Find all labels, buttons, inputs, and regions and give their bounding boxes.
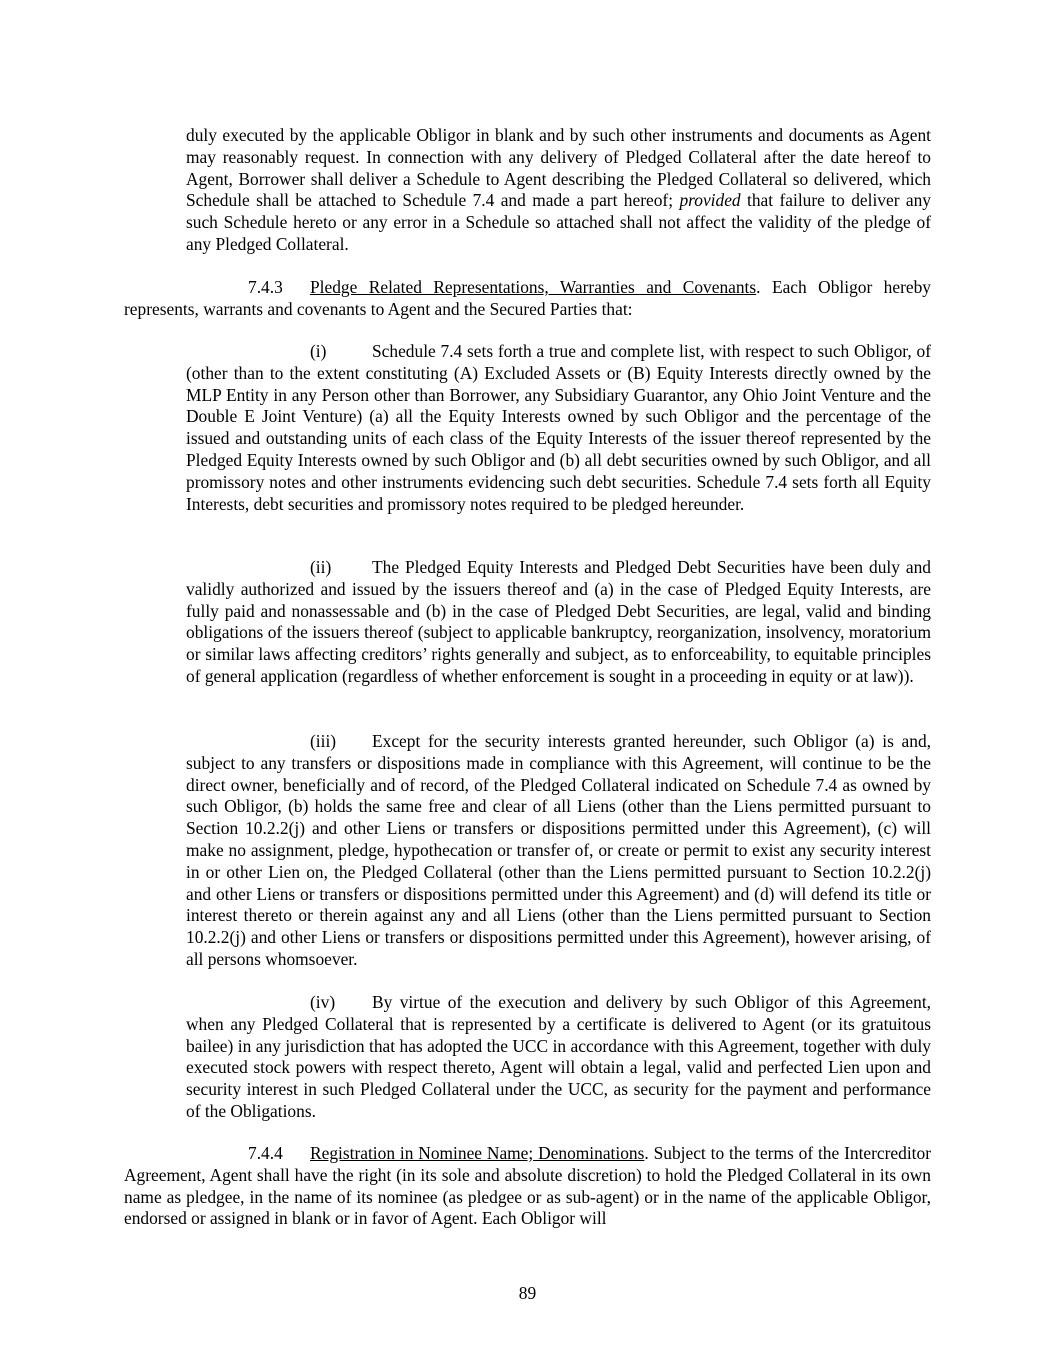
item-iv-number: (iv)	[310, 992, 336, 1012]
section-7-4-4-heading: Registration in Nominee Name; Denominations	[310, 1143, 645, 1163]
item-iii-number: (iii)	[310, 731, 337, 751]
item-ii-number: (ii)	[310, 557, 332, 577]
item-iii-paragraph	[186, 731, 931, 971]
section-7-4-3-paragraph	[124, 277, 931, 321]
section-7-4-4-number: 7.4.4	[248, 1143, 283, 1163]
continuation-italic: provided	[679, 190, 741, 211]
section-7-4-4-paragraph	[124, 1143, 931, 1230]
item-i-text: Schedule 7.4 sets forth a true and complete list, with respect to such Obligor, of (other than to the extent constituting (A) Excluded Assets or (B) Equity Interests directly owned by the MLP Entity in any Person other than Borrower, any Subsidiary Guarantor, any Ohio Joint Venture and the Double E Joint Venture) (a) all the Equity Interests owned by such Obligor and the percentage of the issued and outstanding units of each class of the Equity Interests of the issuer thereof represented by the Pledged Equity Interests owned by such Obligor and (b) all debt securities owned by such Obligor, and all promissory notes and other instruments evidencing such debt securities. Schedule 7.4 sets forth all Equity Interests, debt securities and promissory notes required to be pledged hereunder.	[186, 341, 931, 514]
continuation-text-a: duly executed by the applicable Obligor in blank and by such other instruments and documents as Agent may reasonably request. In connection with any delivery of Pledged Collateral after the date hereof to Agent, Borrower shall deliver a Schedule to Agent describing the Pledged Collateral so delivered, which Schedule shall be attached to Schedule 7.4 and made a part hereof;	[186, 125, 931, 211]
section-7-4-3-number: 7.4.3	[248, 277, 283, 297]
section-7-4-3-text: . Each Obligor hereby represents, warrants and covenants to Agent and the Secured Parties that:	[124, 277, 932, 319]
item-iv-text: By virtue of the execution and delivery by such Obligor of this Agreement, when any Pledged Collateral that is represented by a certificate is delivered to Agent (or its gratuitous bailee) in any jurisdiction that has adopted the UCC in accordance with this Agreement, together with duly executed stock powers with respect thereto, Agent will obtain a legal, valid and perfected Lien upon and security interest in such Pledged Collateral under the UCC, as security for the payment and performance of the Obligations.	[186, 992, 931, 1121]
item-iv-paragraph	[186, 992, 931, 1123]
section-7-4-3-heading: Pledge Related Representations, Warranties and Covenants	[310, 277, 757, 297]
item-ii-paragraph	[186, 557, 931, 688]
page-number: 89	[518, 1283, 537, 1303]
item-i-paragraph	[186, 341, 931, 515]
section-7-4-4-text: . Subject to the terms of the Intercreditor Agreement, Agent shall have the right (in its sole and absolute discretion) to hold the Pledged Collateral in its own name as pledgee, in the name of its nominee (as pledgee or as sub-agent) or in the name of the applicable Obligor, endorsed or assigned in blank or in favor of Agent. Each Obligor will	[124, 1143, 931, 1229]
continuation-paragraph	[186, 125, 931, 256]
item-iii-text: Except for the security interests granted hereunder, such Obligor (a) is and, subject to any transfers or dispositions made in compliance with this Agreement, will continue to be the direct owner, beneficially and of record, of the Pledged Collateral indicated on Schedule 7.4 as owned by such Obligor, (b) holds the same free and clear of all Liens (other than the Liens permitted pursuant to Section 10.2.2(j) and other Liens or transfers or dispositions permitted under this Agreement), (c) will make no assignment, pledge, hypothecation or transfer of, or create or permit to exist any security interest in or other Lien on, the Pledged Collateral (other than the Liens permitted pursuant to Section 10.2.2(j) and other Liens or transfers or dispositions permitted under this Agreement) and (d) will defend its title or interest thereto or therein against any and all Liens (other than the Liens permitted pursuant to Section 10.2.2(j) and other Liens or transfers or dispositions permitted under this Agreement), however arising, of all persons whomsoever.	[186, 731, 931, 969]
continuation-text-b: that failure to deliver any such Schedule hereto or any error in a Schedule so attached shall not affect the validity of the pledge of any Pledged Collateral.	[186, 190, 931, 254]
item-i-number: (i)	[310, 341, 327, 361]
item-ii-text: The Pledged Equity Interests and Pledged Debt Securities have been duly and validly authorized and issued by the issuers thereof and (a) in the case of Pledged Equity Interests, are fully paid and nonassessable and (b) in the case of Pledged Debt Securities, are legal, valid and binding obligations of the issuers thereof (subject to applicable bankruptcy, reorganization, insolvency, moratorium or similar laws affecting creditors’ rights generally and subject, as to enforceability, to equitable principles of general application (regardless of whether enforcement is sought in a proceeding in equity or at law)).	[186, 557, 931, 686]
